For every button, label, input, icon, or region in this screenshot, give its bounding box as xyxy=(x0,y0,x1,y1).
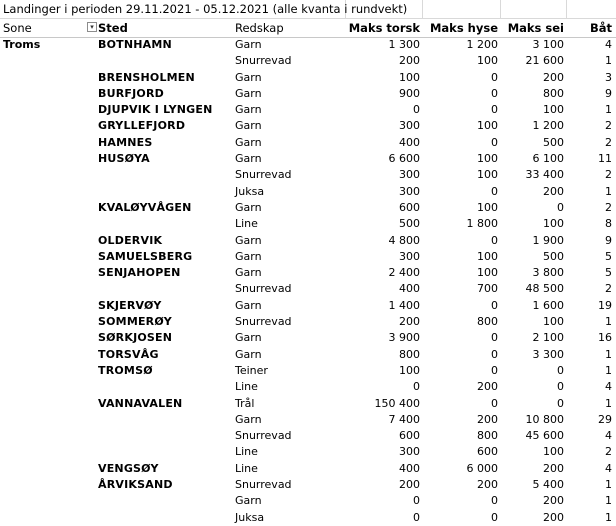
cell-maks-torsk[interactable]: 2 400 xyxy=(388,266,420,280)
cell-maks-hyse[interactable]: 0 xyxy=(491,86,498,100)
cell-maks-sei[interactable]: 33 400 xyxy=(525,168,564,182)
cell-maks-torsk[interactable]: 0 xyxy=(413,494,420,508)
cell-bat[interactable]: 8 xyxy=(605,217,612,231)
cell-maks-torsk[interactable]: 4 800 xyxy=(388,233,420,247)
cell-bat[interactable]: 1 xyxy=(605,54,612,68)
cell-maks-torsk[interactable]: 100 xyxy=(399,363,420,377)
cell-maks-sei[interactable]: 100 xyxy=(543,315,564,329)
cell-maks-sei[interactable]: 100 xyxy=(543,217,564,231)
cell-maks-torsk[interactable]: 200 xyxy=(399,54,420,68)
cell-sted[interactable]: SENJAHOPEN xyxy=(98,266,181,280)
header-redskap[interactable]: Redskap xyxy=(235,21,284,35)
cell-redskap[interactable]: Garn xyxy=(235,152,262,166)
cell-maks-hyse[interactable]: 0 xyxy=(491,298,498,312)
cell-maks-hyse[interactable]: 1 800 xyxy=(466,217,498,231)
cell-sted[interactable]: SAMUELSBERG xyxy=(98,249,193,263)
table-row[interactable] xyxy=(0,493,616,509)
table-row[interactable] xyxy=(0,233,616,249)
cell-redskap[interactable]: Line xyxy=(235,445,258,459)
table-row[interactable] xyxy=(0,265,616,281)
cell-redskap[interactable]: Trål xyxy=(235,396,255,410)
cell-bat[interactable]: 1 xyxy=(605,396,612,410)
cell-sted[interactable]: HUSØYA xyxy=(98,152,150,166)
header-row xyxy=(0,19,616,38)
cell-sone[interactable]: Troms xyxy=(3,38,41,51)
table-row[interactable] xyxy=(0,200,616,216)
cell-maks-hyse[interactable]: 0 xyxy=(491,347,498,361)
cell-sted[interactable]: BRENSHOLMEN xyxy=(98,70,195,84)
cell-maks-hyse[interactable]: 0 xyxy=(491,363,498,377)
cell-maks-hyse[interactable]: 0 xyxy=(491,510,498,524)
table-row[interactable] xyxy=(0,477,616,493)
cell-redskap[interactable]: Garn xyxy=(235,103,262,117)
cell-sted[interactable]: TORSVÅG xyxy=(98,347,159,361)
cell-maks-hyse[interactable]: 0 xyxy=(491,396,498,410)
cell-sted[interactable]: OLDERVIK xyxy=(98,233,163,247)
cell-maks-hyse[interactable]: 0 xyxy=(491,70,498,84)
cell-redskap[interactable]: Garn xyxy=(235,200,262,214)
cell-maks-sei[interactable]: 3 800 xyxy=(532,266,564,280)
cell-redskap[interactable]: Juksa xyxy=(235,184,265,198)
cell-maks-hyse[interactable]: 0 xyxy=(491,135,498,149)
cell-maks-torsk[interactable]: 0 xyxy=(413,103,420,117)
cell-bat[interactable]: 2 xyxy=(605,119,612,133)
cell-maks-hyse[interactable]: 100 xyxy=(477,54,498,68)
table-row[interactable] xyxy=(0,461,616,477)
cell-redskap[interactable]: Garn xyxy=(235,135,262,149)
table-row[interactable] xyxy=(0,37,616,53)
cell-maks-hyse[interactable]: 1 200 xyxy=(466,38,498,51)
cell-redskap[interactable]: Snurrevad xyxy=(235,282,292,296)
cell-maks-sei[interactable]: 200 xyxy=(543,494,564,508)
cell-maks-sei[interactable]: 5 400 xyxy=(532,478,564,492)
table-row[interactable] xyxy=(0,135,616,151)
cell-maks-torsk[interactable]: 100 xyxy=(399,70,420,84)
cell-redskap[interactable]: Snurrevad xyxy=(235,315,292,329)
cell-maks-torsk[interactable]: 600 xyxy=(399,200,420,214)
cell-maks-hyse[interactable]: 100 xyxy=(477,249,498,263)
table-row[interactable] xyxy=(0,330,616,346)
table-row[interactable] xyxy=(0,151,616,167)
table-row[interactable] xyxy=(0,216,616,232)
cell-maks-torsk[interactable]: 0 xyxy=(413,510,420,524)
cell-maks-hyse[interactable]: 0 xyxy=(491,184,498,198)
table-row[interactable] xyxy=(0,281,616,297)
cell-bat[interactable]: 4 xyxy=(605,380,612,394)
table-row[interactable] xyxy=(0,53,616,69)
cell-maks-sei[interactable]: 200 xyxy=(543,510,564,524)
cell-maks-hyse[interactable]: 0 xyxy=(491,331,498,345)
cell-bat[interactable]: 1 xyxy=(605,184,612,198)
cell-redskap[interactable]: Juksa xyxy=(235,510,265,524)
cell-maks-torsk[interactable]: 200 xyxy=(399,478,420,492)
cell-maks-hyse[interactable]: 6 000 xyxy=(466,461,498,475)
cell-sted[interactable]: SØRKJOSEN xyxy=(98,331,173,345)
header-sone[interactable]: Sone xyxy=(3,21,32,35)
cell-maks-sei[interactable]: 200 xyxy=(543,70,564,84)
cell-sted[interactable]: HAMNES xyxy=(98,135,153,149)
cell-maks-hyse[interactable]: 800 xyxy=(477,429,498,443)
cell-maks-torsk[interactable]: 400 xyxy=(399,282,420,296)
filter-icon[interactable]: ▾ xyxy=(87,22,97,32)
cell-redskap[interactable]: Garn xyxy=(235,38,262,51)
cell-maks-hyse[interactable]: 200 xyxy=(477,478,498,492)
header-maks-hyse[interactable]: Maks hyse xyxy=(429,21,498,35)
cell-maks-sei[interactable]: 500 xyxy=(543,135,564,149)
cell-maks-sei[interactable]: 100 xyxy=(543,445,564,459)
cell-maks-torsk[interactable]: 400 xyxy=(399,461,420,475)
table-row[interactable] xyxy=(0,102,616,118)
cell-redskap[interactable]: Snurrevad xyxy=(235,54,292,68)
cell-maks-torsk[interactable]: 1 400 xyxy=(388,298,420,312)
cell-maks-sei[interactable]: 48 500 xyxy=(525,282,564,296)
cell-redskap[interactable]: Garn xyxy=(235,119,262,133)
cell-maks-sei[interactable]: 0 xyxy=(557,200,564,214)
cell-maks-torsk[interactable]: 300 xyxy=(399,249,420,263)
header-maks-sei[interactable]: Maks sei xyxy=(507,21,564,35)
cell-maks-hyse[interactable]: 100 xyxy=(477,152,498,166)
cell-bat[interactable]: 2 xyxy=(605,168,612,182)
cell-redskap[interactable]: Snurrevad xyxy=(235,429,292,443)
cell-maks-torsk[interactable]: 600 xyxy=(399,429,420,443)
gridline xyxy=(422,0,423,18)
table-row[interactable] xyxy=(0,444,616,460)
cell-bat[interactable]: 3 xyxy=(605,70,612,84)
cell-maks-hyse[interactable]: 200 xyxy=(477,380,498,394)
cell-maks-sei[interactable]: 21 600 xyxy=(525,54,564,68)
table-row[interactable] xyxy=(0,510,616,526)
cell-maks-sei[interactable]: 0 xyxy=(557,363,564,377)
cell-sted[interactable]: VANNAVALEN xyxy=(98,396,183,410)
cell-maks-hyse[interactable]: 0 xyxy=(491,494,498,508)
cell-maks-hyse[interactable]: 0 xyxy=(491,233,498,247)
cell-sted[interactable]: SOMMERØY xyxy=(98,315,172,329)
cell-maks-hyse[interactable]: 200 xyxy=(477,412,498,426)
cell-maks-torsk[interactable]: 150 400 xyxy=(374,396,420,410)
cell-maks-torsk[interactable]: 300 xyxy=(399,445,420,459)
header-sted[interactable]: Sted xyxy=(98,21,128,35)
cell-maks-hyse[interactable]: 0 xyxy=(491,103,498,117)
header-maks-torsk[interactable]: Maks torsk xyxy=(348,21,420,35)
cell-sted[interactable]: SKJERVØY xyxy=(98,298,162,312)
cell-redskap[interactable]: Garn xyxy=(235,347,262,361)
cell-maks-sei[interactable]: 3 300 xyxy=(532,347,564,361)
cell-maks-torsk[interactable]: 7 400 xyxy=(388,412,420,426)
cell-maks-torsk[interactable]: 3 900 xyxy=(388,331,420,345)
cell-maks-torsk[interactable]: 300 xyxy=(399,184,420,198)
cell-sted[interactable]: DJUPVIK I LYNGEN xyxy=(98,103,213,117)
cell-maks-hyse[interactable]: 600 xyxy=(477,445,498,459)
gridline xyxy=(500,0,501,18)
table-row[interactable] xyxy=(0,412,616,428)
cell-maks-sei[interactable]: 6 100 xyxy=(532,152,564,166)
cell-maks-sei[interactable]: 200 xyxy=(543,461,564,475)
table-row[interactable] xyxy=(0,428,616,444)
cell-maks-sei[interactable]: 0 xyxy=(557,396,564,410)
cell-maks-torsk[interactable]: 200 xyxy=(399,315,420,329)
table-row[interactable] xyxy=(0,314,616,330)
table-row[interactable] xyxy=(0,396,616,412)
cell-redskap[interactable]: Garn xyxy=(235,298,262,312)
header-bat[interactable]: Båt xyxy=(589,21,612,35)
cell-maks-torsk[interactable]: 300 xyxy=(399,168,420,182)
table-row[interactable] xyxy=(0,118,616,134)
cell-maks-hyse[interactable]: 100 xyxy=(477,266,498,280)
cell-maks-sei[interactable]: 1 200 xyxy=(532,119,564,133)
cell-bat[interactable]: 1 xyxy=(605,315,612,329)
cell-redskap[interactable]: Garn xyxy=(235,494,262,508)
cell-bat[interactable]: 1 xyxy=(605,478,612,492)
cell-bat[interactable]: 19 xyxy=(598,298,612,312)
cell-maks-hyse[interactable]: 700 xyxy=(477,282,498,296)
cell-redskap[interactable]: Garn xyxy=(235,249,262,263)
cell-sted[interactable]: GRYLLEFJORD xyxy=(98,119,186,133)
cell-bat[interactable]: 5 xyxy=(605,249,612,263)
cell-maks-hyse[interactable]: 800 xyxy=(477,315,498,329)
cell-sted[interactable]: VENGSØY xyxy=(98,461,159,475)
cell-maks-sei[interactable]: 10 800 xyxy=(525,412,564,426)
cell-bat[interactable]: 4 xyxy=(605,38,612,51)
cell-maks-hyse[interactable]: 100 xyxy=(477,168,498,182)
cell-maks-sei[interactable]: 500 xyxy=(543,249,564,263)
cell-maks-torsk[interactable]: 6 600 xyxy=(388,152,420,166)
table-row[interactable] xyxy=(0,184,616,200)
cell-maks-torsk[interactable]: 300 xyxy=(399,119,420,133)
report-title[interactable]: Landinger i perioden 29.11.2021 - 05.12.2021 (alle kvanta i rundvekt) xyxy=(0,0,346,18)
cell-maks-sei[interactable]: 45 600 xyxy=(525,429,564,443)
cell-bat[interactable]: 11 xyxy=(598,152,612,166)
table-row[interactable] xyxy=(0,167,616,183)
cell-sted[interactable]: BURFJORD xyxy=(98,86,164,100)
cell-bat[interactable]: 1 xyxy=(605,494,612,508)
gridline xyxy=(566,0,567,18)
cell-redskap[interactable]: Line xyxy=(235,380,258,394)
cell-redskap[interactable]: Line xyxy=(235,217,258,231)
cell-bat[interactable]: 1 xyxy=(605,347,612,361)
cell-redskap[interactable]: Garn xyxy=(235,70,262,84)
cell-bat[interactable]: 4 xyxy=(605,429,612,443)
table-row[interactable] xyxy=(0,298,616,314)
cell-redskap[interactable]: Teiner xyxy=(235,363,268,377)
cell-maks-sei[interactable]: 100 xyxy=(543,103,564,117)
cell-maks-torsk[interactable]: 800 xyxy=(399,347,420,361)
cell-maks-sei[interactable]: 3 100 xyxy=(532,38,564,51)
cell-bat[interactable]: 4 xyxy=(605,461,612,475)
cell-redskap[interactable]: Snurrevad xyxy=(235,478,292,492)
cell-bat[interactable]: 5 xyxy=(605,266,612,280)
cell-sted[interactable]: BOTNHAMN xyxy=(98,38,172,51)
cell-redskap[interactable]: Garn xyxy=(235,266,262,280)
cell-bat[interactable]: 2 xyxy=(605,282,612,296)
cell-redskap[interactable]: Garn xyxy=(235,412,262,426)
cell-maks-torsk[interactable]: 500 xyxy=(399,217,420,231)
table-row[interactable] xyxy=(0,249,616,265)
cell-maks-sei[interactable]: 1 600 xyxy=(532,298,564,312)
cell-maks-sei[interactable]: 1 900 xyxy=(532,233,564,247)
cell-maks-hyse[interactable]: 100 xyxy=(477,119,498,133)
cell-maks-hyse[interactable]: 100 xyxy=(477,200,498,214)
cell-bat[interactable]: 1 xyxy=(605,103,612,117)
cell-redskap[interactable]: Garn xyxy=(235,233,262,247)
table-row[interactable] xyxy=(0,363,616,379)
cell-maks-torsk[interactable]: 900 xyxy=(399,86,420,100)
table-row[interactable] xyxy=(0,86,616,102)
cell-redskap[interactable]: Garn xyxy=(235,331,262,345)
cell-maks-sei[interactable]: 0 xyxy=(557,380,564,394)
cell-maks-torsk[interactable]: 400 xyxy=(399,135,420,149)
cell-sted[interactable]: KVALØYVÅGEN xyxy=(98,200,192,214)
cell-bat[interactable]: 16 xyxy=(598,331,612,345)
cell-bat[interactable]: 29 xyxy=(598,412,612,426)
title-row xyxy=(0,0,616,19)
cell-maks-sei[interactable]: 800 xyxy=(543,86,564,100)
cell-sted[interactable]: TROMSØ xyxy=(98,363,153,377)
cell-bat[interactable]: 1 xyxy=(605,363,612,377)
cell-bat[interactable]: 1 xyxy=(605,510,612,524)
cell-maks-sei[interactable]: 200 xyxy=(543,184,564,198)
cell-sted[interactable]: ÅRVIKSAND xyxy=(98,478,173,492)
cell-bat[interactable]: 2 xyxy=(605,200,612,214)
cell-maks-torsk[interactable]: 1 300 xyxy=(388,38,420,51)
cell-maks-sei[interactable]: 2 100 xyxy=(532,331,564,345)
cell-maks-torsk[interactable]: 0 xyxy=(413,380,420,394)
table-row[interactable] xyxy=(0,379,616,395)
cell-bat[interactable]: 2 xyxy=(605,135,612,149)
cell-bat[interactable]: 2 xyxy=(605,445,612,459)
table-row[interactable] xyxy=(0,347,616,363)
table-body xyxy=(0,37,616,526)
cell-redskap[interactable]: Garn xyxy=(235,86,262,100)
cell-redskap[interactable]: Line xyxy=(235,461,258,475)
table-row[interactable] xyxy=(0,70,616,86)
cell-bat[interactable]: 9 xyxy=(605,86,612,100)
cell-redskap[interactable]: Snurrevad xyxy=(235,168,292,182)
cell-bat[interactable]: 9 xyxy=(605,233,612,247)
